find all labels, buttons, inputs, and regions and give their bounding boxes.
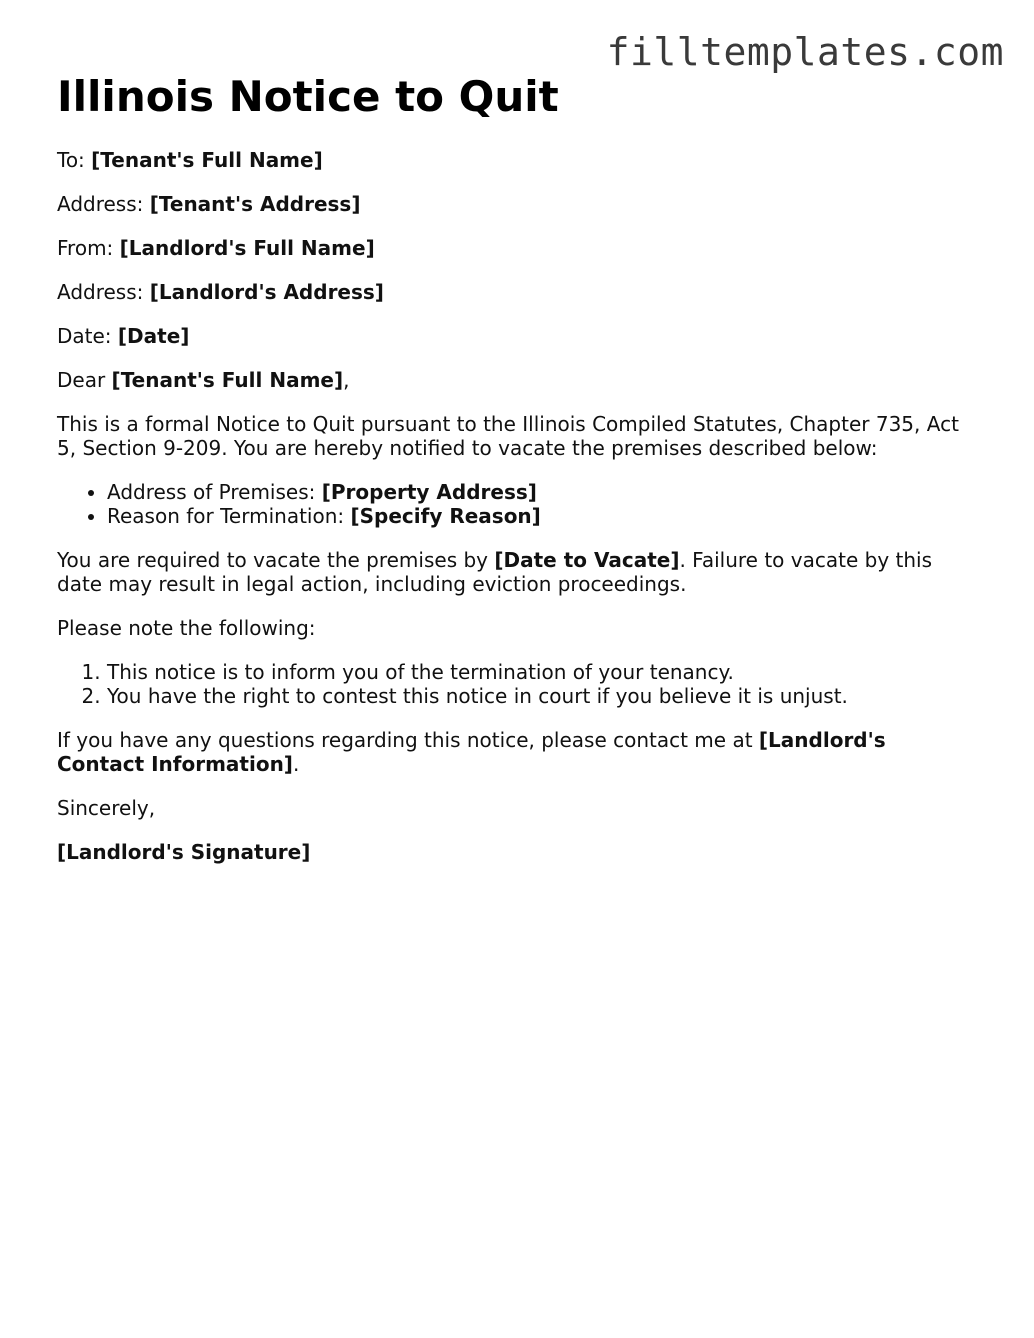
termination-reason-label: Reason for Termination: [107,504,345,528]
contact-text-after: . [292,752,300,776]
salutation-name: [Tenant's Full Name] [111,368,344,392]
salutation-prefix: Dear [57,368,106,392]
from-field [57,236,977,260]
tenant-address-label: Address: [57,192,144,216]
vacate-paragraph [57,548,977,596]
intro-paragraph: This is a formal Notice to Quit pursuant to the Illinois Compiled Statutes, Chapter 735, Act 5, Section 9-209. You are hereby notified to vacate the premises described below: [57,412,959,460]
list-item [107,480,977,504]
date-value: [Date] [117,324,190,348]
salutation-suffix: , [343,368,350,392]
closing: Sincerely, [57,796,156,820]
to-label: To: [57,148,85,172]
salutation [57,368,977,392]
list-item: 1. This notice is to inform you of the termination of your tenancy. [107,660,977,684]
landlord-address-label: Address: [57,280,144,304]
from-label: From: [57,236,114,260]
contact-text-before: If you have any questions regarding this notice, please contact me at [57,728,753,752]
signature-placeholder: [Landlord's Signature] [57,840,311,864]
document-title: Illinois Notice to Quit [57,72,559,121]
to-value: [Tenant's Full Name] [91,148,323,172]
vacate-text-after: . Failure to vacate by this date may result in legal action, including eviction proceedings. [57,548,933,596]
premises-address-label: Address of Premises: [107,480,316,504]
contact-value: [Landlord's Contact Information] [57,728,886,776]
landlord-address-field [57,280,977,304]
vacate-text-before: You are required to vacate the premises by [57,548,489,572]
to-field [57,148,977,172]
tenant-address-field [57,192,977,216]
termination-reason-value: [Specify Reason] [350,504,541,528]
notice-document [57,72,977,884]
contact-paragraph [57,728,977,776]
date-field [57,324,977,348]
premises-list [57,480,977,528]
list-item: 2. You have the right to contest this notice in court if you believe it is unjust. [107,684,977,708]
landlord-address-value: [Landlord's Address] [149,280,384,304]
signature-line [57,840,977,864]
premises-address-value: [Property Address] [321,480,537,504]
note-intro: Please note the following: [57,616,316,640]
notes-list [57,660,977,708]
list-item [107,504,977,528]
date-label: Date: [57,324,112,348]
watermark-text: filltemplates.com [606,30,1004,74]
tenant-address-value: [Tenant's Address] [149,192,361,216]
vacate-date: [Date to Vacate] [494,548,680,572]
from-value: [Landlord's Full Name] [119,236,375,260]
